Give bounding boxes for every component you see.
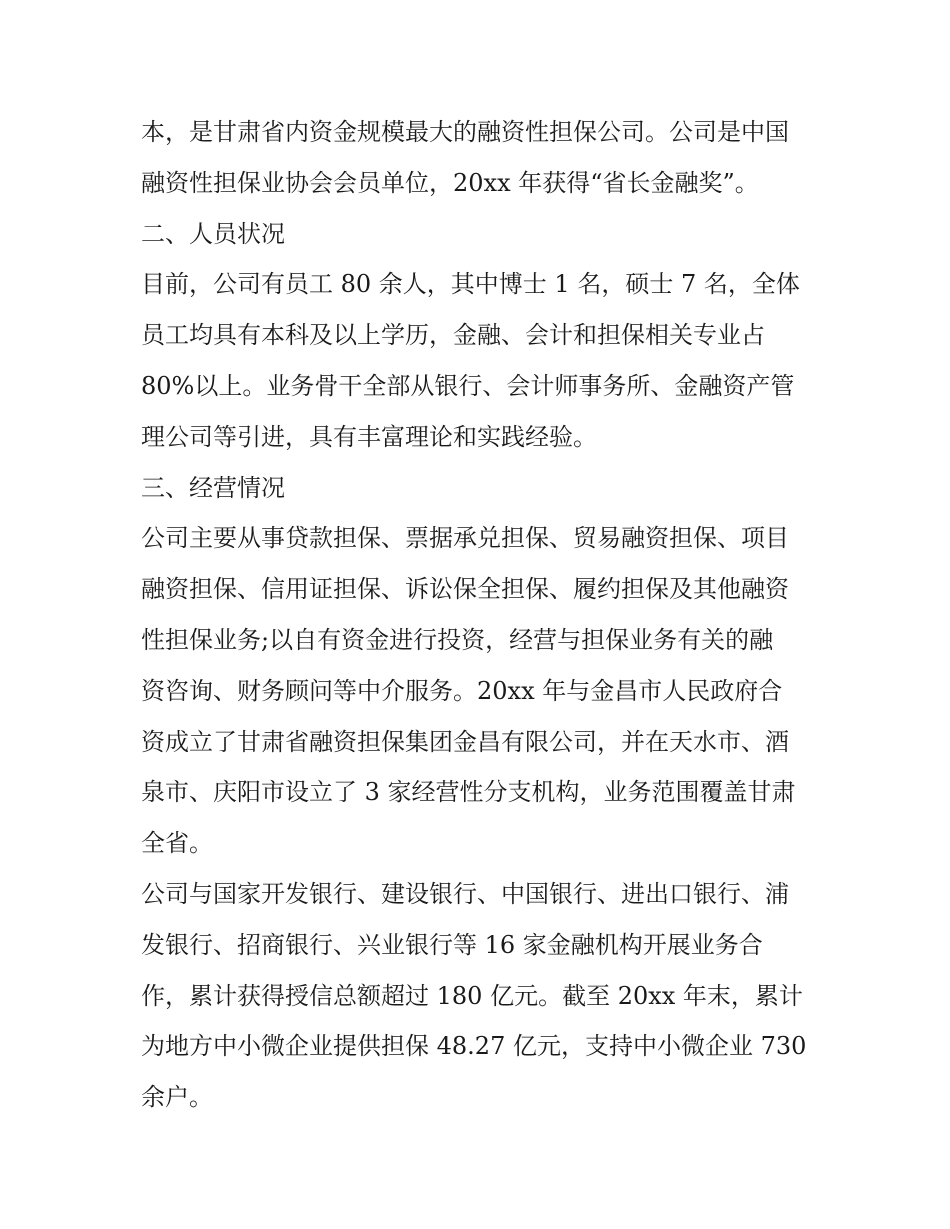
text-line: 公司与国家开发银行、建设银行、中国银行、进出口银行、浦 [141,879,789,908]
text-line: 资成立了甘肃省融资担保集团金昌有限公司，并在天水市、酒 [141,727,789,756]
text-line: 本，是甘肃省内资金规模最大的融资性担保公司。公司是中国 [141,118,789,146]
text-line: 目前，公司有员工 80 余人，其中博士 1 名，硕士 7 名，全体 [141,270,800,299]
section-heading-staff: 二、人员状况 [141,219,285,248]
text-line: 作，累计获得授信总额超过 180 亿元。截至 20xx 年末，累计 [141,981,803,1010]
document-body [141,107,821,1123]
text-line: 泉市、庆阳市设立了 3 家经营性分支机构，业务范围覆盖甘肃 [141,778,796,807]
text-line: 资咨询、财务顾问等中介服务。20xx 年与金昌市人民政府合 [141,676,783,705]
section-heading-operations: 三、经营情况 [141,473,285,502]
text-line: 全省。 [141,829,213,858]
text-line: 发银行、招商银行、兴业银行等 16 家金融机构开展业务合 [141,930,763,959]
text-line: 公司主要从事贷款担保、票据承兑担保、贸易融资担保、项目 [141,524,789,553]
text-line: 员工均具有本科及以上学历，金融、会计和担保相关专业占 [141,321,765,350]
text-line: 80%以上。业务骨干全部从银行、会计师事务所、金融资产管 [141,371,795,400]
text-line: 理公司等引进，具有丰富理论和实践经验。 [141,422,597,451]
text-line: 为地方中小微企业提供担保 48.27 亿元，支持中小微企业 730 [141,1032,807,1061]
text-line: 融资担保、信用证担保、诉讼保全担保、履约担保及其他融资 [141,575,789,604]
text-line: 余户。 [141,1083,213,1112]
text-line: 融资性担保业协会会员单位，20xx 年获得“省长金融奖”。 [141,168,759,197]
text-line: 性担保业务;以自有资金进行投资，经营与担保业务有关的融 [141,625,774,654]
